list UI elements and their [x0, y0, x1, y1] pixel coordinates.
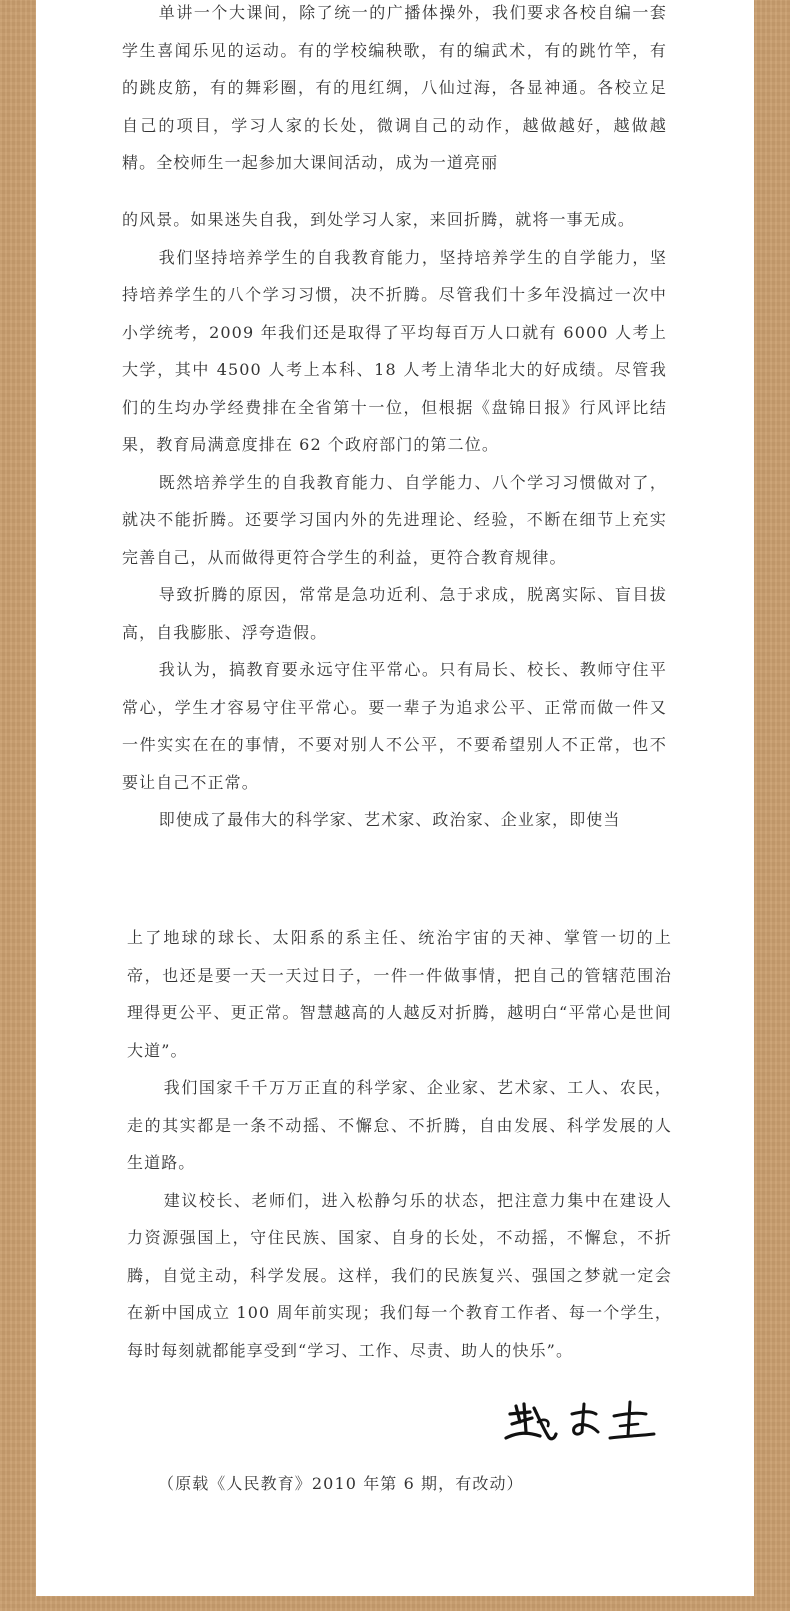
- text-block-middle: [122, 201, 667, 839]
- handwritten-signature: [498, 1392, 668, 1452]
- paragraph: 即使成了最伟大的科学家、艺术家、政治家、企业家，即使当: [158, 810, 621, 829]
- paragraph: 导致折腾的原因，常常是急功近利、急于求成，脱离实际、盲目拔高，自我膨胀、浮夸造假。: [122, 585, 667, 642]
- paragraph: 建议校长、老师们，进入松静匀乐的状态，把注意力集中在建设人力资源强国上，守住民族、国家、自身的长处，不动摇，不懈怠，不折腾，自觉主动，科学发展。这样，我们的民族复兴、强国之梦就一定会在新中国成立 100 周年前实现；我们每一个教育工作者、每一个学生，每时每刻就都能享受到“学习、工作、尽责、助人的快乐”。: [127, 1190, 672, 1360]
- text-block-top: [122, 0, 667, 182]
- text-block-bottom: [127, 919, 672, 1369]
- source-note: （原载《人民教育》2010 年第 6 期，有改动）: [158, 1474, 524, 1493]
- paragraph: 上了地球的球长、太阳系的系主任、统治宇宙的天神、掌管一切的上帝，也还是要一天一天过日子，一件一件做事情，把自己的管辖范围治理得更公平、更正常。智慧越高的人越反对折腾，越明白“平常心是世间大道”。: [127, 928, 672, 1060]
- paragraph: 我认为，搞教育要永远守住平常心。只有局长、校长、教师守住平常心，学生才容易守住平常心。要一辈子为追求公平、正常而做一件又一件实实在在的事情，不要对别人不公平，不要希望别人不正常，也不要让自己不正常。: [122, 660, 667, 792]
- paper-page: [36, 0, 754, 1596]
- paragraph: 我们国家千千万万正直的科学家、企业家、艺术家、工人、农民，走的其实都是一条不动摇、不懈怠、不折腾，自由发展、科学发展的人生道路。: [127, 1078, 672, 1172]
- paragraph: 既然培养学生的自我教育能力、自学能力、八个学习习惯做对了，就决不能折腾。还要学习国内外的先进理论、经验，不断在细节上充实完善自己，从而做得更符合学生的利益，更符合教育规律。: [122, 472, 667, 567]
- paragraph: 的风景。如果迷失自我，到处学习人家，来回折腾，就将一事无成。: [122, 210, 636, 229]
- paragraph: 单讲一个大课间，除了统一的广播体操外，我们要求各校自编一套学生喜闻乐见的运动。有的学校编秧歌，有的编武术，有的跳竹竿，有的跳皮筋，有的舞彩圈，有的甩红绸，八仙过海，各显神通。各校立足自己的项目，学习人家的长处，微调自己的动作，越做越好，越做越精。全校师生一起参加大课间活动，成为一道亮丽: [122, 3, 667, 172]
- paragraph: 我们坚持培养学生的自我教育能力，坚持培养学生的自学能力，坚持培养学生的八个学习习惯，决不折腾。尽管我们十多年没搞过一次中小学统考，2009 年我们还是取得了平均每百万人口就有 6000 人考上大学，其中 4500 人考上本科、18 人考上清华北大的好成绩。尽管我们的生均办学经费排在全省第十一位，但根据《盘锦日报》行风评比结果，教育局满意度排在 62 个政府部门的第二位。: [122, 247, 667, 454]
